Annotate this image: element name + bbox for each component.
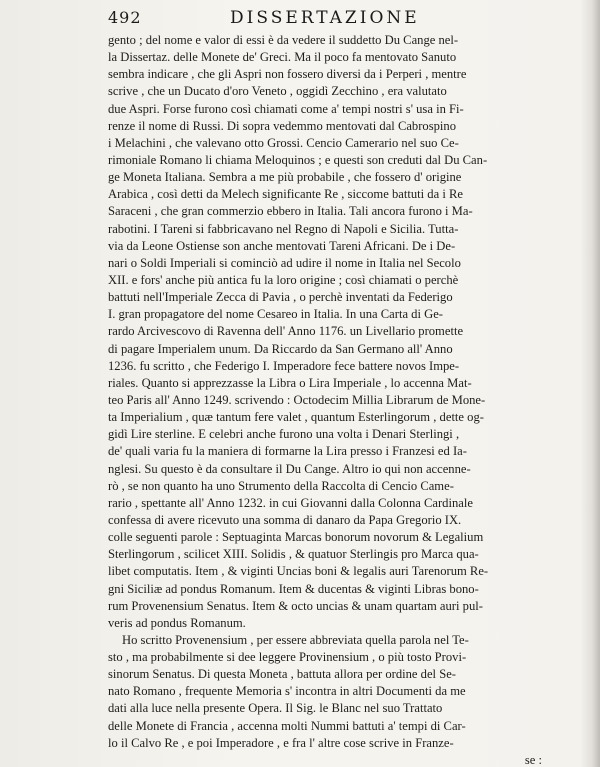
text-line: rimoniale Romano li chiama Meloquinos ; e questi son creduti dal Du Can-: [108, 152, 488, 167]
text-line: sembra indicare , che gli Aspri non fossero diversi da i Perperi , mentre: [108, 67, 467, 82]
text-line: de' quali varia fu la maniera di formarne la Lira presso i Franzesi ed Ia-: [108, 444, 467, 459]
text-line: rario , spettante all' Anno 1232. in cui Giovanni dalla Colonna Cardinale: [108, 495, 473, 510]
text-line: Saraceni , che gran commerzio ebbero in Italia. Tali ancora furono i Ma-: [108, 204, 473, 219]
running-title: DISSERTAZIONE: [230, 8, 420, 28]
text-line: rabotini. I Tareni si fabbricavano nel Regno di Napoli e Sicilia. Tutta-: [108, 221, 459, 236]
text-line: gento ; del nome e valor di essi è da vedere il suddetto Du Cange nel-: [108, 33, 459, 47]
page-edge-shadow: [580, 0, 600, 767]
text-line: veris ad pondus Romanum.: [108, 615, 246, 630]
text-line: rò , se non quanto ha uno Strumento della Raccolta di Cencio Came-: [108, 478, 454, 493]
text-line: di pagare Imperialem unum. Da Riccardo da San Germano all' Anno: [108, 341, 453, 356]
text-line: Ho scritto Provenensium , per essere abbreviata quella parola nel Te-: [122, 632, 469, 647]
text-line: due Aspri. Forse furono così chiamati come a' tempi nostri s' usa in Fi-: [108, 101, 464, 116]
body-text: [108, 32, 558, 767]
text-line: battuti nell'Imperiale Zecca di Pavia , o perchè inventati da Federigo: [108, 290, 453, 305]
text-line: gni Siciliæ ad pondus Romanum. Item & ducentas & viginti Libras bono-: [108, 581, 479, 596]
text-line: Sterlingorum , scilicet XIII. Solidis , & quatuor Sterlingis pro Marca qua-: [108, 547, 479, 562]
text-line: via da Leone Ostiense son anche mentovati Tareni Africani. De i De-: [108, 238, 456, 253]
text-line: la Dissertaz. delle Monete de' Greci. Ma il poco fa mentovato Sanuto: [108, 50, 457, 65]
catchword: se :: [524, 752, 542, 767]
text-line: rardo Arcivescovo di Ravenna dell' Anno 1176. un Livellario promette: [108, 324, 464, 339]
text-line: renze il nome di Russi. Di sopra vedemmo mentovati dal Cabrospino: [108, 118, 457, 133]
page-header: [108, 8, 548, 30]
text-line: dati alla luce nella presente Opera. Il Sig. le Blanc nel suo Trattato: [108, 701, 443, 716]
text-line: colle seguenti parole : Septuaginta Marcas bonorum novorum & Legalium: [108, 530, 484, 545]
text-line: riales. Quanto si apprezzasse la Libra o Lira Imperiale , lo accenna Mat-: [108, 375, 472, 390]
text-line: ge Moneta Italiana. Sembra a me più probabile , che fossero d' origine: [108, 170, 462, 185]
text-line: XII. e fors' anche più antica fu la loro origine ; così chiamati o perchè: [108, 272, 459, 287]
page-number: 492: [108, 8, 142, 27]
text-line: I. gran propagatore del nome Cesareo in Italia. In una Carta di Ge-: [108, 307, 444, 322]
text-line: gidì Lire sterline. E celebri anche furono una volta i Denari Sterlingi ,: [108, 427, 460, 442]
text-line: teo Paris all' Anno 1249. scrivendo : Octodecim Millia Librarum de Mone-: [108, 392, 486, 407]
text-line: nato Romano , frequente Memoria s' incontra in altri Documenti da me: [108, 684, 466, 699]
text-line: delle Monete di Francia , accenna molti Nummi battuti a' tempi di Car-: [108, 718, 466, 733]
text-line: rum Provenensium Senatus. Item & octo uncias & unam quartam auri pul-: [108, 598, 483, 613]
text-line: nari o Soldi Imperiali si cominciò ad udire il nome in Italia nel Secolo: [108, 255, 461, 270]
text-line: libet computatis. Item , & viginti Uncias boni & legalis auri Tarenorum Re-: [108, 564, 489, 579]
text-line: sinorum Senatus. Di questa Moneta , battuta allora per ordine del Se-: [108, 667, 456, 682]
text-line: lo il Calvo Re , e poi Imperadore , e fra l' altre cose scrive in Franze-: [108, 735, 454, 750]
text-line: confessa di avere ricevuto una somma di danaro da Papa Gregorio IX.: [108, 512, 462, 527]
text-line: ta Imperialium , quæ tantum fere valet , quantum Esterlingorum , dette og-: [108, 410, 484, 425]
text-line: nglesi. Su questo è da consultare il Du Cange. Altro io qui non accenne-: [108, 461, 471, 476]
text-line: Arabica , così detti da Melech significante Re , siccome battuti da i Re: [108, 187, 463, 202]
text-line: 1236. fu scritto , che Federigo I. Imperadore fece battere novos Impe-: [108, 358, 460, 373]
text-line: sto , ma probabilmente si dee leggere Provinensium , o più tosto Provi-: [108, 650, 467, 665]
text-line: scrive , che un Ducato d'oro Veneto , oggidì Zecchino , era valutato: [108, 84, 447, 99]
text-line: i Melachini , che valevano otto Grossi. Cencio Camerario nel suo Ce-: [108, 135, 459, 150]
